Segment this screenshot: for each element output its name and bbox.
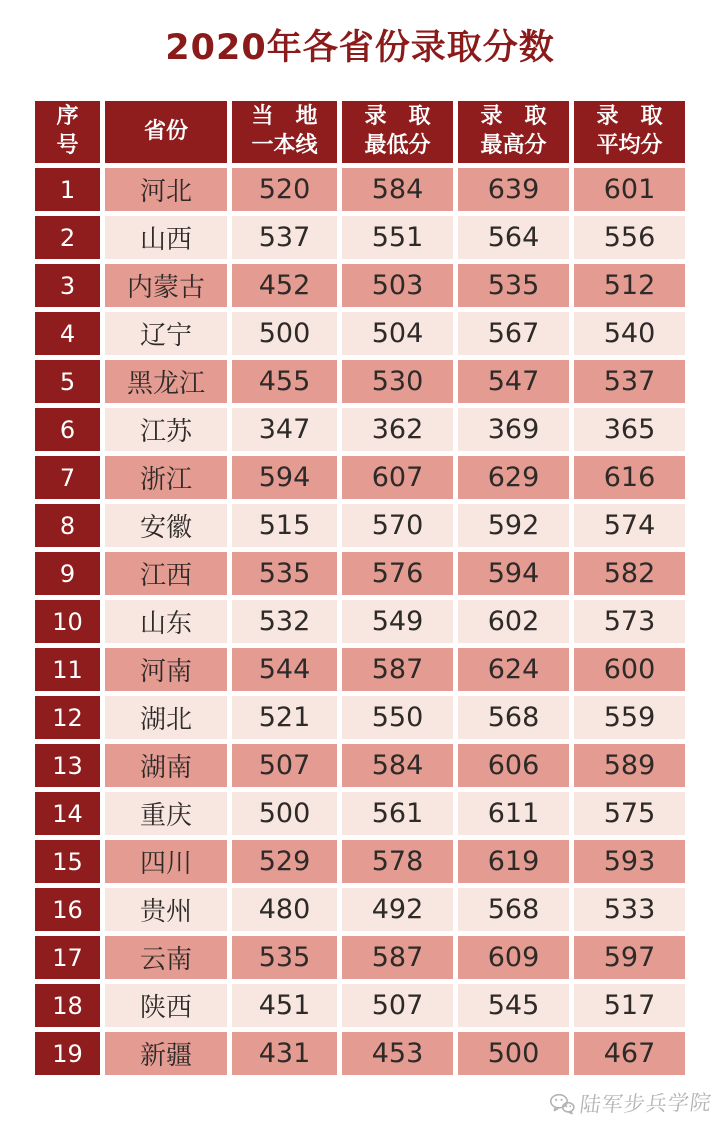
seq-cell: 11 [35,648,100,691]
local-line-cell: 544 [232,648,337,691]
province-cell: 安徽 [105,504,227,547]
table-header-row [35,101,685,163]
min-score-cell: 561 [342,792,453,835]
avg-score-cell: 600 [574,648,685,691]
header-province [105,101,227,163]
min-score-cell: 587 [342,648,453,691]
avg-score-cell: 559 [574,696,685,739]
local-line-cell: 431 [232,1032,337,1075]
province-cell: 新疆 [105,1032,227,1075]
min-score-cell: 587 [342,936,453,979]
avg-score-cell: 533 [574,888,685,931]
local-line-cell: 452 [232,264,337,307]
province-cell: 江西 [105,552,227,595]
header-max-score-line2: 最高分 [480,133,547,158]
max-score-cell: 500 [458,1032,569,1075]
max-score-cell: 611 [458,792,569,835]
avg-score-cell: 616 [574,456,685,499]
max-score-cell: 609 [458,936,569,979]
min-score-cell: 607 [342,456,453,499]
avg-score-cell: 467 [574,1032,685,1075]
min-score-cell: 453 [342,1032,453,1075]
seq-cell: 2 [35,216,100,259]
min-score-cell: 584 [342,168,453,211]
table-row [35,600,685,643]
max-score-cell: 639 [458,168,569,211]
local-line-cell: 529 [232,840,337,883]
watermark-label: 陆军步兵学院 [578,1090,714,1117]
max-score-cell: 568 [458,696,569,739]
province-cell: 四川 [105,840,227,883]
max-score-cell: 369 [458,408,569,451]
min-score-cell: 492 [342,888,453,931]
avg-score-cell: 537 [574,360,685,403]
table-row [35,504,685,547]
province-cell: 贵州 [105,888,227,931]
seq-cell: 5 [35,360,100,403]
header-seq [35,101,100,163]
table-row [35,408,685,451]
table-row [35,840,685,883]
header-max-score [458,101,569,163]
local-line-cell: 515 [232,504,337,547]
seq-cell: 6 [35,408,100,451]
avg-score-cell: 556 [574,216,685,259]
seq-cell: 1 [35,168,100,211]
header-seq-line1: 序 [56,104,79,130]
local-line-cell: 535 [232,936,337,979]
min-score-cell: 551 [342,216,453,259]
header-avg-score-line2: 平均分 [596,133,663,158]
province-cell: 内蒙古 [105,264,227,307]
table-row [35,744,685,787]
local-line-cell: 500 [232,792,337,835]
avg-score-cell: 582 [574,552,685,595]
header-min-score-line1: 录 取 [364,104,431,130]
local-line-cell: 594 [232,456,337,499]
table-row [35,312,685,355]
province-cell: 黑龙江 [105,360,227,403]
max-score-cell: 629 [458,456,569,499]
seq-cell: 15 [35,840,100,883]
max-score-cell: 545 [458,984,569,1027]
avg-score-cell: 512 [574,264,685,307]
min-score-cell: 576 [342,552,453,595]
local-line-cell: 537 [232,216,337,259]
province-cell: 山西 [105,216,227,259]
province-cell: 河北 [105,168,227,211]
province-cell: 湖北 [105,696,227,739]
header-avg-score [574,101,685,163]
max-score-cell: 547 [458,360,569,403]
max-score-cell: 619 [458,840,569,883]
min-score-cell: 507 [342,984,453,1027]
local-line-cell: 451 [232,984,337,1027]
table-row [35,360,685,403]
max-score-cell: 567 [458,312,569,355]
avg-score-cell: 597 [574,936,685,979]
table-row [35,696,685,739]
local-line-cell: 507 [232,744,337,787]
avg-score-cell: 365 [574,408,685,451]
local-line-cell: 521 [232,696,337,739]
avg-score-cell: 575 [574,792,685,835]
min-score-cell: 530 [342,360,453,403]
watermark [549,1087,712,1120]
min-score-cell: 362 [342,408,453,451]
local-line-cell: 347 [232,408,337,451]
province-cell: 陕西 [105,984,227,1027]
seq-cell: 7 [35,456,100,499]
province-cell: 云南 [105,936,227,979]
table-body [35,168,685,1075]
local-line-cell: 455 [232,360,337,403]
min-score-cell: 550 [342,696,453,739]
table-row [35,168,685,211]
local-line-cell: 520 [232,168,337,211]
header-min-score-line2: 最低分 [364,133,431,158]
avg-score-cell: 601 [574,168,685,211]
header-min-score [342,101,453,163]
province-cell: 浙江 [105,456,227,499]
min-score-cell: 503 [342,264,453,307]
avg-score-cell: 540 [574,312,685,355]
seq-cell: 12 [35,696,100,739]
local-line-cell: 532 [232,600,337,643]
max-score-cell: 594 [458,552,569,595]
seq-cell: 17 [35,936,100,979]
header-local-line-line2: 一本线 [251,133,318,158]
table-row [35,888,685,931]
seq-cell: 14 [35,792,100,835]
province-cell: 江苏 [105,408,227,451]
province-cell: 山东 [105,600,227,643]
table-row [35,456,685,499]
table-row [35,936,685,979]
avg-score-cell: 589 [574,744,685,787]
max-score-cell: 624 [458,648,569,691]
max-score-cell: 568 [458,888,569,931]
max-score-cell: 606 [458,744,569,787]
province-cell: 河南 [105,648,227,691]
table-row [35,648,685,691]
table-row [35,1032,685,1075]
avg-score-cell: 517 [574,984,685,1027]
table-row [35,792,685,835]
table-row [35,216,685,259]
province-cell: 湖南 [105,744,227,787]
seq-cell: 13 [35,744,100,787]
max-score-cell: 564 [458,216,569,259]
table-row [35,264,685,307]
table-row [35,984,685,1027]
seq-cell: 3 [35,264,100,307]
header-local-line-line1: 当 地 [251,104,318,130]
min-score-cell: 504 [342,312,453,355]
header-seq-line2: 号 [56,133,79,158]
min-score-cell: 584 [342,744,453,787]
header-max-score-line1: 录 取 [480,104,547,130]
max-score-cell: 535 [458,264,569,307]
avg-score-cell: 574 [574,504,685,547]
scores-table [30,96,690,1080]
seq-cell: 10 [35,600,100,643]
local-line-cell: 480 [232,888,337,931]
max-score-cell: 592 [458,504,569,547]
min-score-cell: 578 [342,840,453,883]
seq-cell: 18 [35,984,100,1027]
avg-score-cell: 593 [574,840,685,883]
min-score-cell: 549 [342,600,453,643]
seq-cell: 4 [35,312,100,355]
header-avg-score-line1: 录 取 [596,104,663,130]
province-cell: 重庆 [105,792,227,835]
seq-cell: 16 [35,888,100,931]
page-title: 2020年各省份录取分数 [165,28,555,68]
seq-cell: 19 [35,1032,100,1075]
header-local-line [232,101,337,163]
seq-cell: 9 [35,552,100,595]
avg-score-cell: 573 [574,600,685,643]
table-row [35,552,685,595]
header-province-line1: 省份 [143,118,188,144]
max-score-cell: 602 [458,600,569,643]
local-line-cell: 500 [232,312,337,355]
local-line-cell: 535 [232,552,337,595]
province-cell: 辽宁 [105,312,227,355]
seq-cell: 8 [35,504,100,547]
min-score-cell: 570 [342,504,453,547]
